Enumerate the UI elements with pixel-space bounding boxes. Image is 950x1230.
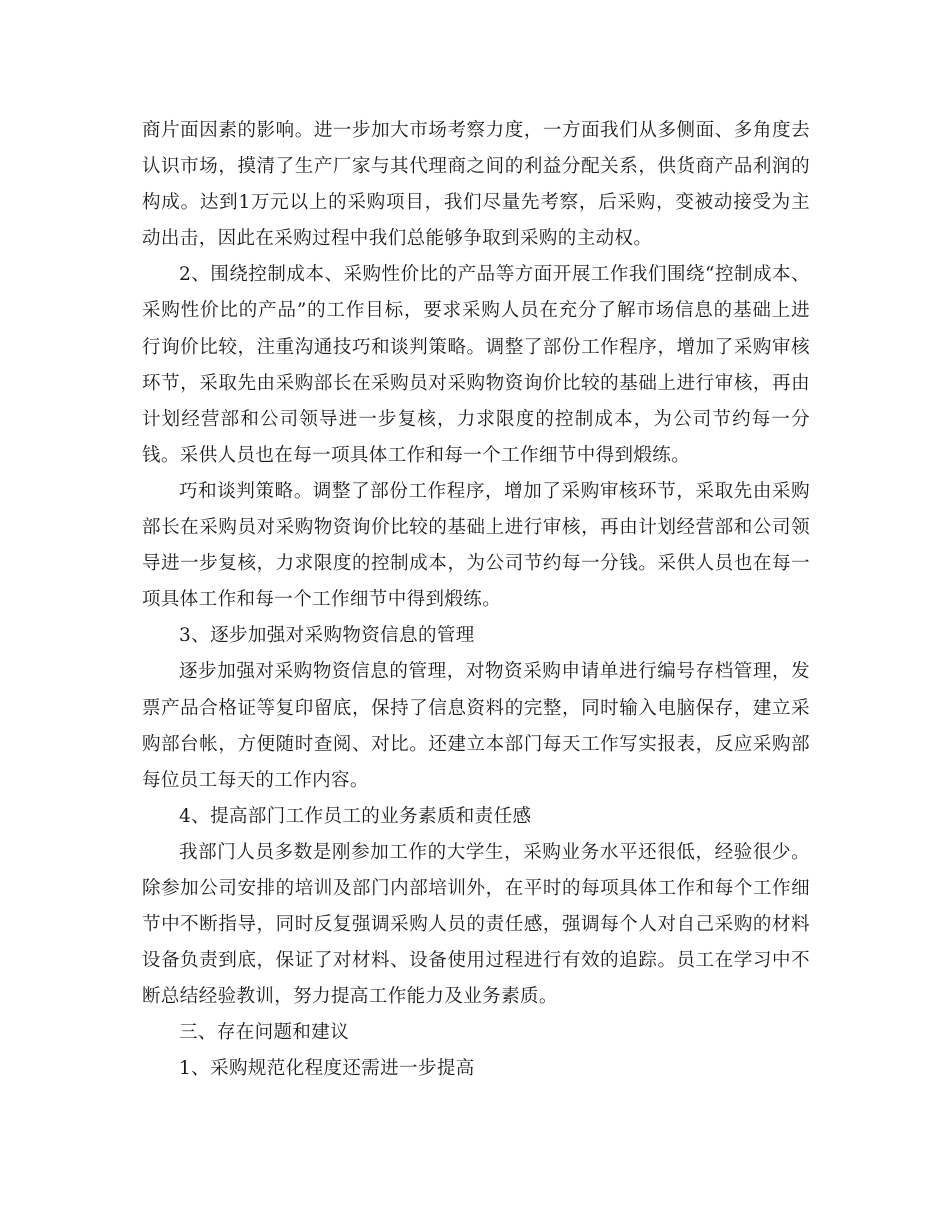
heading-staff-quality: 4、提高部门工作员工的业务素质和责任感 xyxy=(179,805,532,827)
paragraph-staff-quality: 我部门人员多数是刚参加工作的大学生，采购业务水平还很低，经验很少。除参加公司安排的培训及部门内部培训外，在平时的每项具体工作和每个工作细节中不断指导，同时反复强调采购人员的责任感，强调每个人对自己采购的材料设备负责到底，保证了对材料、设备使用过程进行有效的追踪。员工在学习中不断总结经验教训，努力提高工作能力及业务素质。 xyxy=(142,841,810,1008)
heading-info-management: 3、逐步加强对采购物资信息的管理 xyxy=(179,625,475,647)
heading-problems-suggestions: 三、存在问题和建议 xyxy=(179,1022,350,1044)
paragraph-cost-control: 2、围绕控制成本、采购性价比的产品等方面开展工作我们围绕“控制成本、采购性价比的产品”的工作目标，要求采购人员在充分了解市场信息的基础上进行询价比较，注重沟通技巧和谈判策略。调整了部份工作程序，增加了采购审核环节，采取先由采购部长在采购员对采购物资询价比较的基础上进行审核，再由计划经营部和公司领导进一步复核，力求限度的控制成本，为公司节约每一分钱。采供人员也在每一项具体工作和每一个工作细节中得到煅练。 xyxy=(142,264,810,466)
document-body xyxy=(142,113,810,1088)
paragraph-negotiation: 巧和谈判策略。调整了部份工作程序，增加了采购审核环节，采取先由采购部长在采购员对采购物资询价比较的基础上进行审核，再由计划经营部和公司领导进一步复核，力求限度的控制成本，为公司节约每一分钱。采供人员也在每一项具体工作和每一个工作细节中得到煅练。 xyxy=(142,480,810,611)
paragraph-market-research: 商片面因素的影响。进一步加大市场考察力度，一方面我们从多侧面、多角度去认识市场，摸清了生产厂家与其代理商之间的利益分配关系，供货商产品利润的构成。达到1万元以上的采购项目，我们尽量先考察，后采购，变被动接受为主动出击，因此在采购过程中我们总能够争取到采购的主动权。 xyxy=(142,120,810,250)
heading-standardization: 1、采购规范化程度还需进一步提高 xyxy=(179,1058,475,1080)
paragraph-info-management: 逐步加强对采购物资信息的管理，对物资采购申请单进行编号存档管理，发票产品合格证等复印留底，保持了信息资料的完整，同时输入电脑保存，建立采购部台帐，方便随时查阅、对比。还建立本部门每天工作写实报表，反应采购部每位员工每天的工作内容。 xyxy=(142,661,810,791)
